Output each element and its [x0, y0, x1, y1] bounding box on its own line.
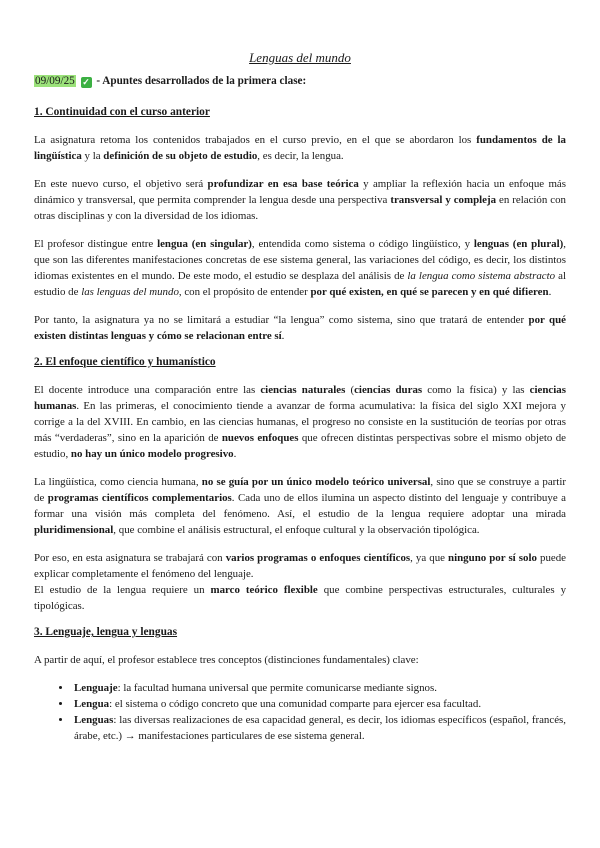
- date-highlight: 09/09/25: [35, 75, 75, 87]
- section-2-paragraph-2: La lingüística, como ciencia humana, no se guía por un único modelo teórico universal, sino que se construye a partir de programas científicos complementarios. Cada uno de ellos ilumina un aspecto distinto del lenguaje y contribuye a formar una visión más completa del fenómeno. Así, el estudio de la lengua requiere adoptar una mirada pluridimensional, que combine el análisis estructural, el enfoque cultural y la observación tipológica.: [34, 476, 566, 536]
- check-mark-icon: ✓: [82, 77, 90, 87]
- section-2-paragraph-1: El docente introduce una comparación entre las ciencias naturales (ciencias duras como la física) y las ciencias humanas. En las primeras, el conocimiento tiende a avanzar de forma acumulativa: la física del siglo XXI mejora y corrige a la del XVIII. En cambio, en las ciencias humanas, el progreso no consiste en la sustitución de teorías por otras más “verdaderas”, sino en la aparición de nuevos enfoques que ofrecen distintas perspectivas sobre el mismo objeto de estudio, no hay un único modelo progresivo.: [34, 384, 566, 460]
- section-2-heading: 2. El enfoque científico y humanístico: [34, 356, 216, 368]
- section-1-paragraph-1: La asignatura retoma los contenidos trabajados en el curso previo, en el que se abordaron los fundamentos de la lingüística y la definición de su objeto de estudio, es decir, la lengua.: [34, 134, 566, 162]
- section-1-paragraph-3: El profesor distingue entre lengua (en singular), entendida como sistema o código lingüístico, y lenguas (en plural), que son las diferentes manifestaciones concretas de ese sistema general, las variaciones del código, es decir, los distintos idiomas existentes en el mundo. De este modo, el estudio se desplaza del análisis de la lengua como sistema abstracto al estudio de las lenguas del mundo, con el propósito de entender por qué existen, en qué se parecen y en qué difieren.: [34, 238, 566, 298]
- section-2-paragraph-4: El estudio de la lengua requiere un marco teórico flexible que combine perspectivas estructurales, culturales y tipológicas.: [34, 584, 567, 612]
- list-item: • Lenguaje: la facultad humana universal que permite comunicarse mediante signos.: [72, 680, 566, 696]
- section-2-paragraph-3: Por eso, en esta asignatura se trabajará con varios programas o enfoques científicos, ya que ninguno por sí solo puede explicar completamente el fenómeno del lenguaje.: [34, 552, 566, 580]
- section-3-intro: A partir de aquí, el profesor establece tres conceptos (distinciones fundamentales) clave:: [34, 654, 419, 666]
- list-item: • Lenguas: las diversas realizaciones de esa capacidad general, es decir, los idiomas específicos (español, francés, árabe, etc.) → manifestaciones particulares de ese sistema general.: [72, 712, 566, 744]
- section-1-heading: 1. Continuidad con el curso anterior: [34, 106, 210, 118]
- document-title: Lenguas del mundo: [249, 50, 351, 65]
- concepts-list: [34, 680, 566, 744]
- date-line: [34, 75, 566, 88]
- section-1-paragraph-4: Por tanto, la asignatura ya no se limitará a estudiar “la lengua” como sistema, sino que tratará de entender por qué existen distintas lenguas y cómo se relacionan entre sí.: [34, 314, 566, 342]
- section-3-heading: 3. Lenguaje, lengua y lenguas: [34, 626, 178, 638]
- list-item: • Lengua: el sistema o código concreto que una comunidad comparte para ejercer esa facultad.: [72, 696, 566, 712]
- section-1-paragraph-2: En este nuevo curso, el objetivo será profundizar en esa base teórica y ampliar la reflexión hacia un enfoque más dinámico y transversal, que permita comprender la lengua desde una perspectiva transversal y compleja en relación con otras disciplinas y con la diversidad de los idiomas.: [34, 178, 566, 222]
- date-line-intro: - Apuntes desarrollados de la primera clase:: [93, 75, 307, 87]
